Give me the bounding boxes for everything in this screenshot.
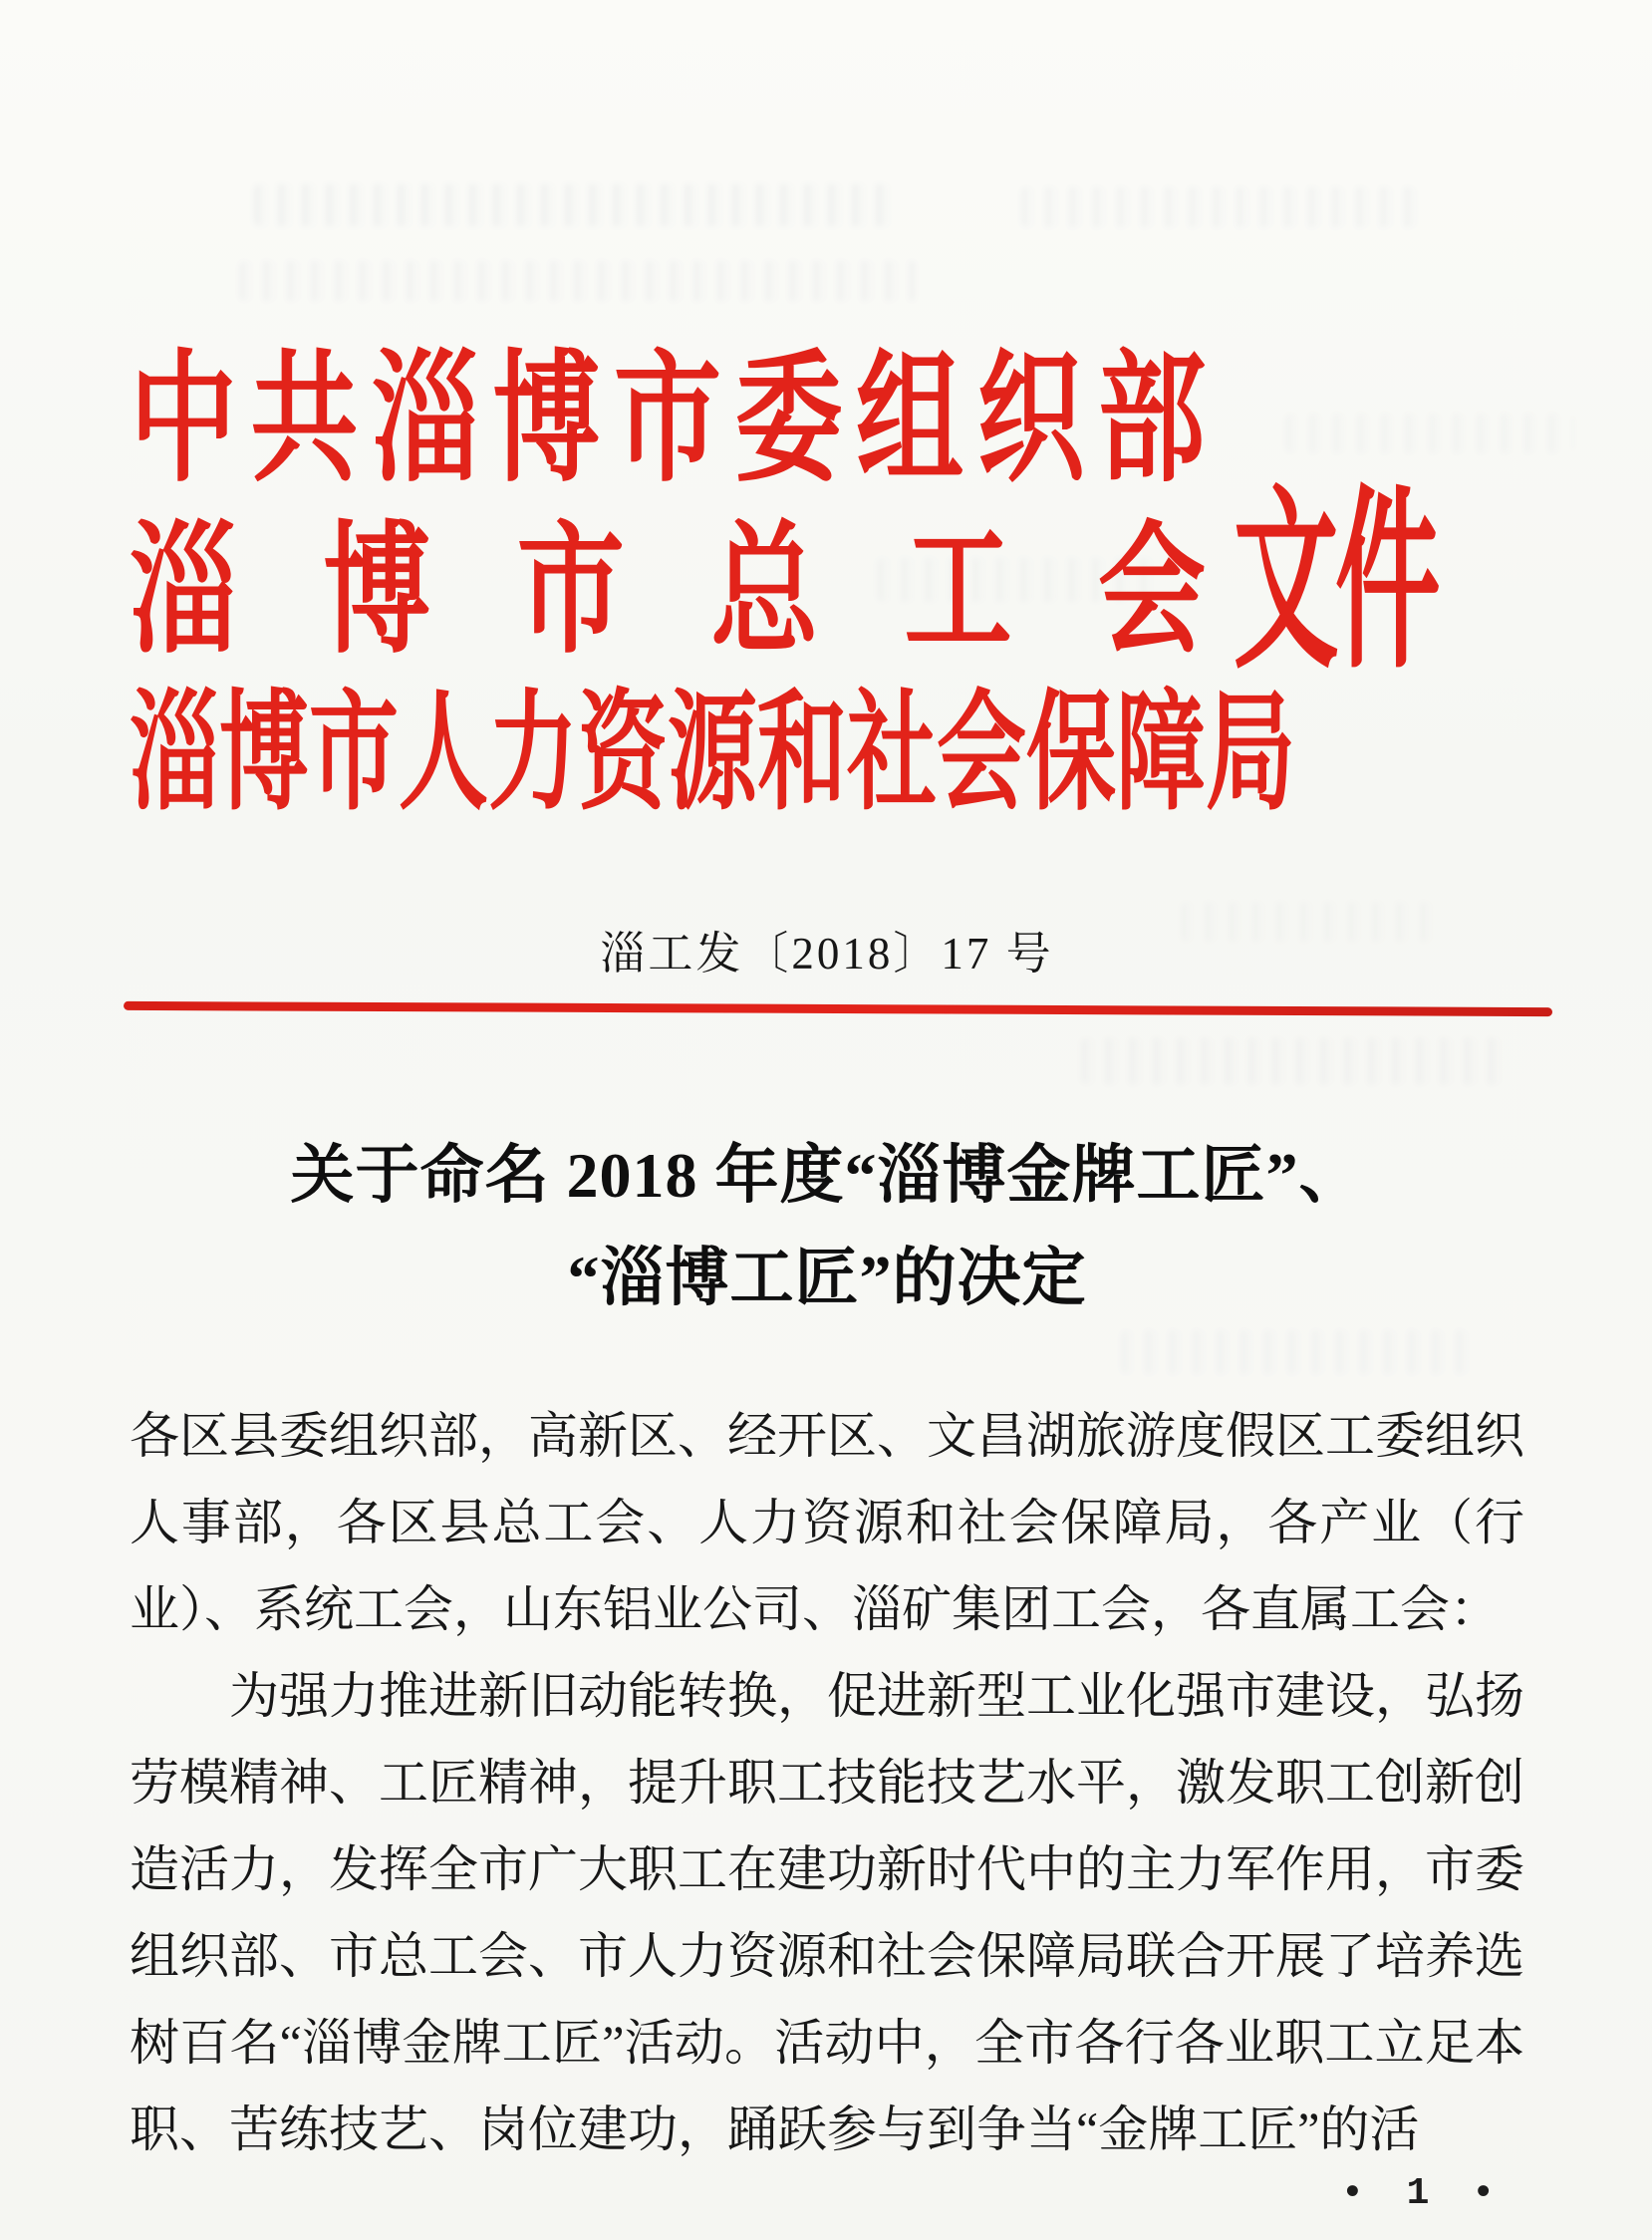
title-line-2: “淄博工匠”的决定 <box>567 1243 1087 1313</box>
addressee-paragraph: 各区县委组织部，高新区、经开区、文昌湖旅游度假区工委组织人事部，各区县总工会、人力资源和社会保障局，各产业（行业）、系统工会，山东铝业公司、淄矿集团工会，各直属工会： <box>130 1408 1524 1637</box>
doc-number: 淄工发〔2018〕17 号 <box>600 929 1054 979</box>
page-number: • 1 • <box>1341 2172 1506 2215</box>
org-name-line-3: 淄博市人力资源和社会保障局 <box>130 683 1295 827</box>
title-line-1: 关于命名 2018 年度“淄博金牌工匠”、 <box>290 1140 1364 1211</box>
bleed-through-artifact <box>254 184 892 226</box>
org-name-line-1: 中共淄博市委组织部 <box>130 343 1206 500</box>
document-body <box>130 1393 1524 2173</box>
bleed-through-artifact <box>1285 414 1574 453</box>
body-paragraph-1: 为强力推进新旧动能转换，促进新型工业化强市建设，弘扬劳模精神、工匠精神，提升职工技能技艺水平，激发职工创新创造活力，发挥全市广大职工在建功新时代中的主力军作用，市委组织部、市总工会、市人力资源和社会保障局联合开展了培养选树百名“淄博金牌工匠”活动。活动中，全市各行各业职工立足本职、苦练技艺、岗位建功，踊跃参与到争当“金牌工匠”的活 <box>130 1668 1524 2157</box>
red-divider-line <box>124 1001 1552 1016</box>
bleed-through-artifact <box>1121 1330 1480 1374</box>
bleed-through-artifact <box>1081 1038 1510 1084</box>
doc-type-label: 文件 <box>1234 475 1438 693</box>
bleed-through-artifact <box>1021 187 1420 227</box>
org-name-line-2: 淄博市总工会 <box>130 514 1206 672</box>
bleed-through-artifact <box>239 261 917 301</box>
document-title <box>130 1124 1524 1329</box>
